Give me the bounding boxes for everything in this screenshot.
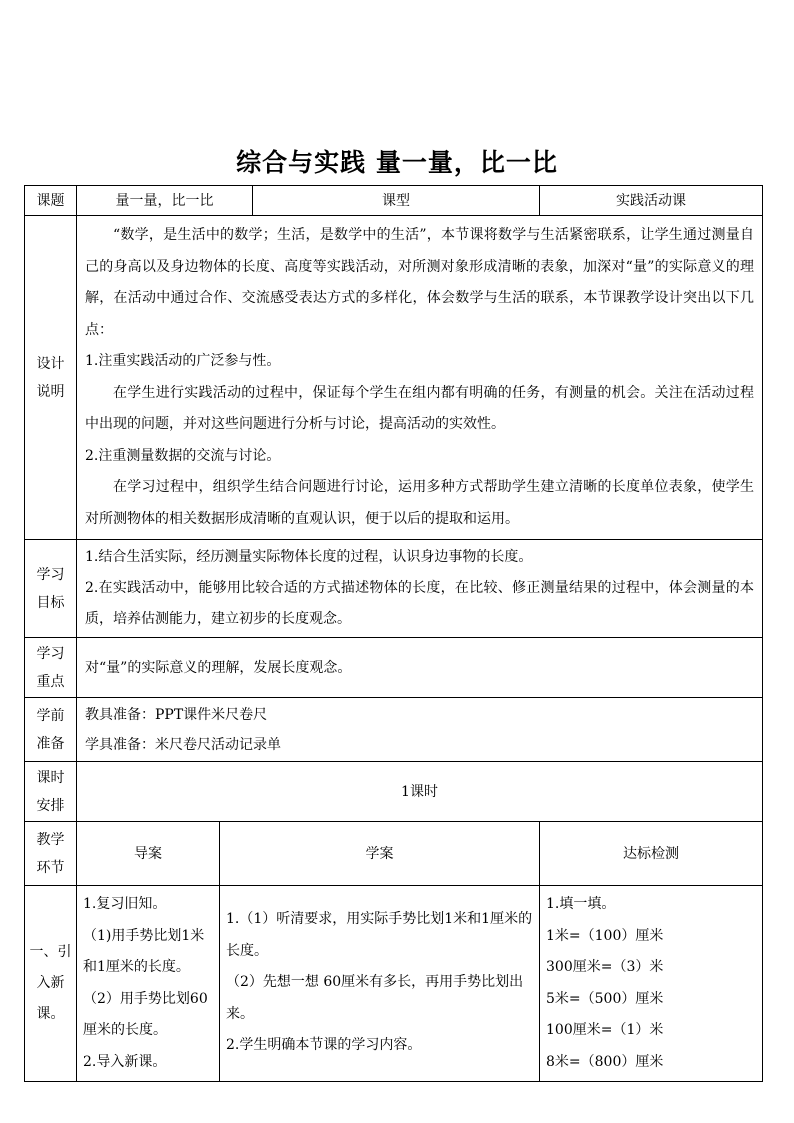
prep-label: 学前 准备 (25, 698, 77, 762)
topic-row (25, 186, 763, 216)
type-value: 实践活动课 (540, 186, 763, 216)
check-line: 1.填一填。 (546, 896, 616, 912)
design-point2-title: 2.注重测量数据的交流与讨论。 (85, 447, 281, 464)
focus-content: 对“量”的实际意义的理解，发展长度观念。 (77, 638, 763, 698)
study-line: 2.学生明确本节课的学习内容。 (226, 1037, 422, 1053)
prep-row (25, 698, 763, 762)
step1-guide (77, 886, 220, 1082)
focus-row (25, 638, 763, 698)
step1-row (25, 886, 763, 1082)
check-line: 1米=（100）厘米 (546, 927, 664, 944)
topic-value: 量一量，比一比 (77, 186, 253, 216)
page-title: 综合与实践 量一量，比一比 (236, 148, 558, 177)
goal-item-2: 2.在实践活动中，能够用比较合适的方式描述物体的长度，在比较、修正测量结果的过程中，体会测量的本质，培养估测能力，建立初步的长度观念。 (85, 580, 754, 627)
schedule-label: 课时 安排 (25, 762, 77, 822)
design-row (25, 216, 763, 540)
check-line: 100厘米=（1）米 (546, 1022, 664, 1038)
focus-label: 学习 重点 (25, 638, 77, 698)
goal-item-1: 1.结合生活实际，经历测量实际物体长度的过程，认识身边事物的长度。 (85, 549, 533, 565)
design-intro: “数学，是生活中的数学；生活，是数学中的生活”，本节课将数学与生活紧密联系，让学生通过测量自己的身高以及身边物体的长度、高度等实践活动，对所测对象形成清晰的表象，加深对“量”的实际意义的理解，在活动中通过合作、交流感受表达方式的多样化，体会数学与生活的联系，本节课教学设计突出以下几点： (85, 227, 754, 338)
prep-content (77, 698, 763, 762)
design-point2-body: 在学习过程中，组织学生结合问题进行讨论，运用多种方式帮助学生建立清晰的长度单位表象，使学生对所测物体的相关数据形成清晰的直观认识，便于以后的提取和运用。 (85, 479, 754, 527)
design-point1-title: 1.注重实践活动的广泛参与性。 (85, 353, 281, 369)
col-guide-header: 导案 (77, 822, 220, 886)
step1-check (540, 886, 763, 1082)
col-check-header: 达标检测 (540, 822, 763, 886)
goals-row (25, 540, 763, 638)
lesson-plan-table (24, 185, 763, 1082)
check-line: 5米=（500）厘米 (546, 990, 664, 1007)
guide-line: 2.导入新课。 (83, 1053, 167, 1070)
prep-teacher: 教具准备：PPT课件米尺卷尺 (85, 706, 268, 723)
type-label: 课型 (253, 186, 540, 216)
check-line: 300厘米=（3）米 (546, 959, 664, 975)
guide-line: （1)用手势比划1米和1厘米的长度。 (83, 927, 205, 975)
step1-study (220, 886, 540, 1082)
process-label: 教学 环节 (25, 822, 77, 886)
step1-label: 一、引 入新 课。 (25, 886, 77, 1082)
guide-line: 1.复习旧知。 (83, 896, 167, 912)
schedule-value: 1课时 (77, 762, 763, 822)
goals-label: 学习 目标 (25, 540, 77, 638)
check-line: 8米=（800）厘米 (546, 1053, 664, 1070)
design-point1-body: 在学生进行实践活动的过程中，保证每个学生在组内都有明确的任务，有测量的机会。关注在活动过程中出现的问题，并对这些问题进行分析与讨论，提高活动的实效性。 (85, 384, 754, 432)
study-line: （2）先想一想 60厘米有多长，再用手势比划出来。 (226, 974, 524, 1022)
goals-content (77, 540, 763, 638)
process-header-row (25, 822, 763, 886)
guide-line: （2）用手势比划60厘米的长度。 (83, 990, 208, 1038)
topic-label: 课题 (25, 186, 77, 216)
col-study-header: 学案 (220, 822, 540, 886)
schedule-row (25, 762, 763, 822)
design-label: 设计 说明 (25, 216, 77, 540)
design-content (77, 216, 763, 540)
study-line: 1.（1）听清要求，用实际手势比划1米和1厘米的长度。 (226, 911, 533, 959)
prep-student: 学具准备：米尺卷尺活动记录单 (85, 736, 281, 753)
